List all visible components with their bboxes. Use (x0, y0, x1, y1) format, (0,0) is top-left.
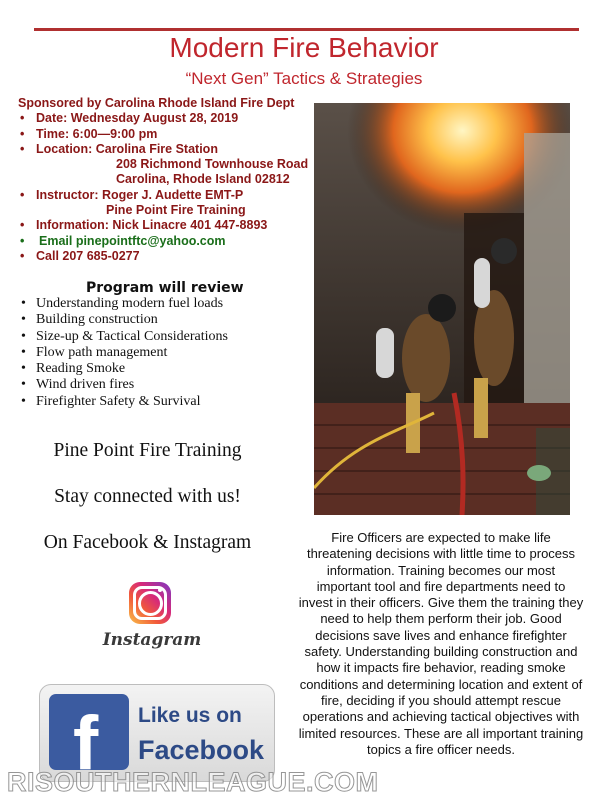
instagram-label: Instagram (102, 630, 202, 650)
bullet-icon: • (20, 111, 25, 126)
sponsor-line: Sponsored by Carolina Rhode Island Fire Dept (18, 96, 295, 110)
list-item: • Firefighter Safety & Survival (18, 394, 228, 410)
flyer-title: Modern Fire Behavior (169, 32, 439, 63)
list-item: • Size-up & Tactical Considerations (18, 329, 228, 345)
list-item: • Building construction (18, 312, 228, 328)
list-item: • Understanding modern fuel loads (18, 296, 228, 312)
instructor-line: • Instructor: Roger J. Audette EMT-P (20, 187, 244, 202)
bullet-icon: • (20, 141, 25, 156)
list-item: • Reading Smoke (18, 361, 228, 377)
bullet-icon: • (20, 218, 25, 233)
bullet-icon: • (20, 248, 25, 263)
facebook-line-2: Facebook (138, 735, 265, 765)
bullet-icon: • (20, 233, 25, 248)
email-line: • Email pinepointftc@yahoo.com (20, 233, 226, 248)
location-city: Carolina, Rhode Island 02812 (116, 172, 290, 187)
date-line: • Date: Wednesday August 28, 2019 (20, 111, 239, 126)
instagram-icon (129, 582, 171, 624)
event-details (18, 96, 318, 264)
flyer-subtitle: “Next Gen” Tactics & Strategies (185, 69, 423, 88)
header-rule (34, 28, 579, 31)
bullet-icon: • (20, 187, 25, 202)
org-name: Pine Point Fire Training (53, 440, 242, 461)
list-item: • Flow path management (18, 345, 228, 361)
location-line: • Location: Carolina Fire Station (20, 141, 218, 156)
connect-text: Stay connected with us! (54, 486, 241, 507)
call-line: • Call 207 685-0277 (20, 248, 140, 263)
watermark: RISOUTHERNLEAGUE.COM (7, 767, 379, 797)
description-paragraph: Fire Officers are expected to make life threatening decisions with little time to process information. Training becomes our most important tool and fire departments need to invest in their officers. Give them the training they need to help them perform their job. Good decisions save lives and enhance firefighter safety. Understanding building construction and how it impacts fire behavior, reading smoke conditions and determining location and extent of fire, deciding if you should attempt rescue operations and achieving tactical objectives with limited resources. These are all important training topics a fire officer needs. (298, 530, 584, 757)
review-list (18, 296, 228, 410)
review-heading: Program will review (86, 280, 244, 296)
instructor-org: Pine Point Fire Training (106, 203, 246, 218)
bullet-icon: • (20, 126, 25, 141)
time-line: • Time: 6:00—9:00 pm (20, 126, 158, 141)
instagram-badge[interactable] (82, 574, 222, 662)
facebook-line-1: Like us on (138, 704, 242, 727)
firefighters-photo (314, 103, 570, 515)
list-item: • Wind driven fires (18, 377, 228, 393)
facebook-icon: f (49, 694, 129, 770)
location-address: 208 Richmond Townhouse Road (116, 157, 309, 172)
social-text: On Facebook & Instagram (43, 532, 252, 553)
information-line: • Information: Nick Linacre 401 447-8893 (20, 218, 268, 233)
